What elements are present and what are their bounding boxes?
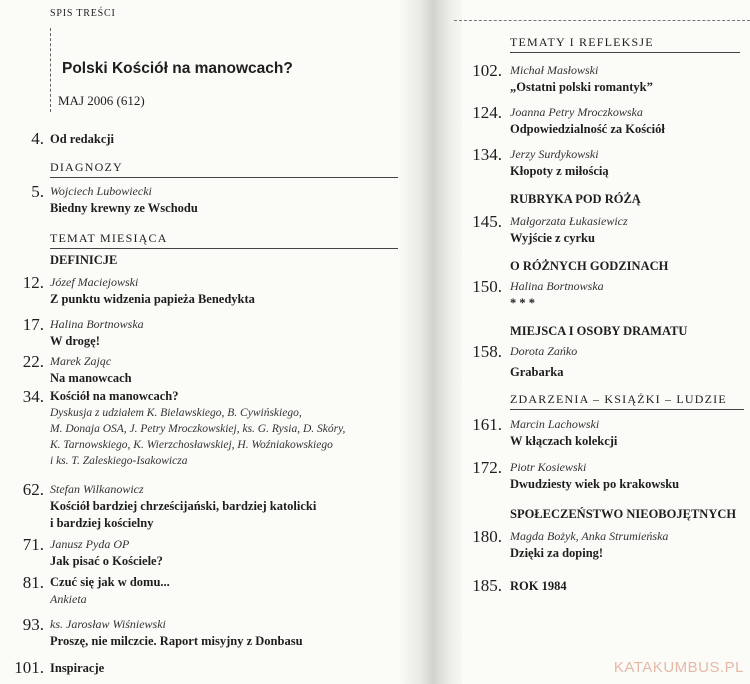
entry-title: W drogę! [50, 334, 100, 348]
section-zdarzenia-ksiazki-ludzie: ZDARZENIA – KSIĄŻKI – LUDZIE [510, 392, 744, 410]
entry-title: Inspiracje [50, 661, 105, 675]
page-number: 185. [472, 576, 502, 595]
page-number: 4. [31, 129, 44, 148]
entry-title: Odpowiedzialność za Kościół [510, 122, 665, 136]
entry-author: Małgorzata Łukasiewicz [510, 214, 628, 228]
entry-title: Z punktu widzenia papieża Benedykta [50, 292, 255, 306]
entry-title: Kościół bardziej chrześcijański, bardziej katolicki [50, 499, 317, 513]
page-number: 81. [22, 573, 44, 592]
discussion-line: Dyskusja z udziałem K. Bielawskiego, B. Cywińskiego, [50, 407, 302, 419]
entry-author: ks. Jarosław Wiśniewski [50, 617, 166, 631]
page-number: 102. [472, 61, 502, 80]
section-rubryka-pod-roza: RUBRYKA POD RÓŻĄ [510, 192, 641, 206]
entry-subtitle: Ankieta [50, 592, 87, 606]
entry-title: Jak pisać o Kościele? [50, 554, 163, 568]
spis-tresci-label: SPIS TREŚCI [50, 8, 116, 19]
section-o-roznych-godzinach: O RÓŻNYCH GODZINACH [510, 259, 669, 273]
page-number: 145. [472, 212, 502, 231]
page-number: 150. [472, 277, 502, 296]
top-dashed-rule [454, 20, 750, 21]
entry-title: Od redakcji [50, 132, 115, 146]
entry-title: * * * [510, 296, 535, 310]
issue-title: Polski Kościół na manowcach? [62, 60, 293, 77]
section-diagnozy: DIAGNOZY [50, 160, 398, 178]
entry-title: W kłączach kolekcji [510, 434, 618, 448]
entry-author: Magda Bożyk, Anka Strumieńska [510, 529, 669, 543]
right-page [462, 0, 750, 684]
page-number: 172. [472, 458, 502, 477]
section-spoleczenstwo-nieobojetnych: SPOŁECZEŃSTWO NIEOBOJĘTNYCH [510, 507, 737, 521]
page-number: 101. [14, 658, 44, 677]
entry-author: Janusz Pyda OP [50, 537, 130, 551]
section-tematy-i-refleksje: TEMATY I REFLEKSJE [510, 35, 740, 53]
discussion-line: K. Tarnowskiego, K. Wierzchosławskiej, H. Woźniakowskiego [50, 439, 333, 451]
section-temat-miesiaca: TEMAT MIESIĄCA [50, 231, 398, 249]
page-number: 158. [472, 342, 502, 361]
discussion-line: i ks. T. Zaleskiego-Isakowicza [50, 455, 188, 467]
page-number: 71. [22, 535, 44, 554]
header-dashed-rule [50, 28, 51, 112]
entry-title: Biedny krewny ze Wschodu [50, 201, 198, 215]
entry-title: Grabarka [510, 365, 564, 379]
page-number: 5. [31, 182, 44, 201]
entry-author: Wojciech Lubowiecki [50, 184, 152, 198]
entry-title: Proszę, nie milczcie. Raport misyjny z Donbasu [50, 634, 303, 648]
entry-title: Wyjście z cyrku [510, 231, 595, 245]
entry-author: Piotr Kosiewski [510, 460, 587, 474]
page-number: 124. [472, 103, 502, 122]
section-miejsca-i-osoby-dramatu: MIEJSCA I OSOBY DRAMATU [510, 324, 688, 338]
entry-title: ROK 1984 [510, 579, 567, 593]
page-number: 161. [472, 415, 502, 434]
entry-title: Na manowcach [50, 371, 132, 385]
entry-author: Joanna Petry Mroczkowska [510, 105, 643, 119]
page-number: 12. [22, 273, 44, 292]
issue-date: MAJ 2006 (612) [58, 93, 145, 108]
entry-title: Kościół na manowcach? [50, 389, 179, 403]
entry-author: Dorota Zańko [510, 344, 578, 358]
entry-title: „Ostatni polski romantyk” [510, 80, 653, 94]
entry-author: Józef Maciejowski [50, 275, 139, 289]
page-number: 93. [22, 615, 44, 634]
page-number: 22. [22, 352, 44, 371]
page-number: 34. [22, 387, 44, 406]
entry-author: Stefan Wilkanowicz [50, 482, 144, 496]
discussion-line: M. Donaja OSA, J. Petry Mroczkowskiej, ks. G. Rysia, D. Skóry, [50, 423, 346, 435]
entry-title: Kłopoty z miłością [510, 164, 609, 178]
entry-author: Halina Bortnowska [50, 317, 144, 331]
page-number: 17. [22, 315, 44, 334]
entry-author: Halina Bortnowska [510, 279, 604, 293]
entry-author: Marcin Lachowski [510, 417, 600, 431]
entry-author: Marek Zając [50, 354, 112, 368]
entry-title: Dzięki za doping! [510, 546, 604, 560]
entry-title-cont: i bardziej kościelny [50, 516, 154, 530]
subsection-definicje: DEFINICJE [50, 253, 118, 267]
entry-title: Czuć się jak w domu... [50, 575, 170, 589]
page-number: 62. [22, 480, 44, 499]
page-number: 180. [472, 527, 502, 546]
entry-title: Dwudziesty wiek po krakowsku [510, 477, 680, 491]
watermark: KATAKUMBUS.PL [613, 659, 744, 676]
entry-author: Michał Masłowski [510, 63, 599, 77]
page-number: 134. [472, 145, 502, 164]
entry-author: Jerzy Surdykowski [510, 147, 599, 161]
